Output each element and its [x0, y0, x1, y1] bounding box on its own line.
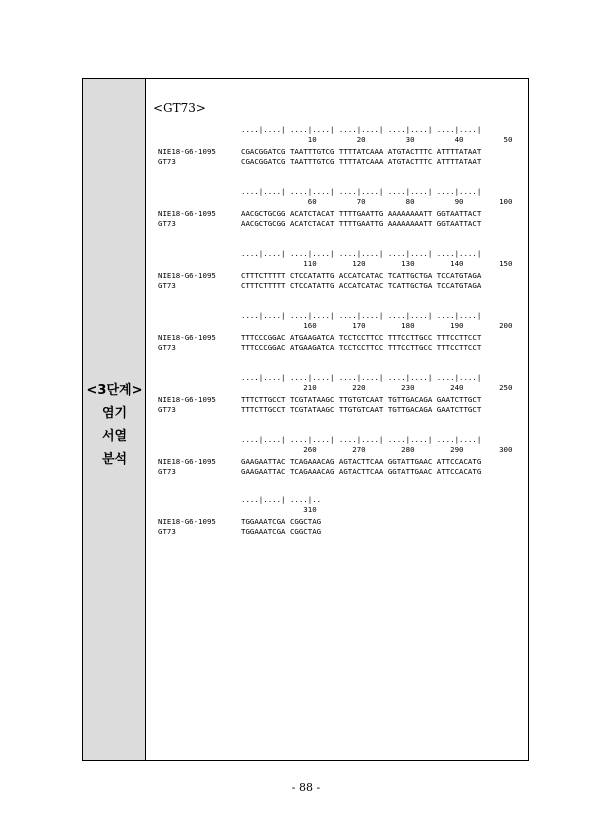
sequence-bases: CTTTCTTTTT CTCCATATTG ACCATCATAC TCATTGCTGA TCCATGTAGA	[241, 281, 482, 290]
page-number: - 88 -	[291, 781, 321, 794]
sequence-name: GT73	[158, 157, 176, 166]
sequence-bases: GAAGAATTAC TCAGAAACAG AGTACTTCAA GGTATTGAAC ATTCCACATG	[241, 467, 482, 476]
sequence-name: NIE18-G6-1095	[158, 517, 216, 526]
sequence-bases: TTTCCCGGAC ATGAAGATCA TCCTCCTTCC TTTCCTTGCC TTTCCTTCCT	[241, 343, 482, 352]
sequence-name: GT73	[158, 527, 176, 536]
sequence-name: GT73	[158, 467, 176, 476]
ruler-ticks: ....|....| ....|....| ....|....| ....|....| ....|....|	[241, 373, 482, 382]
step-title: <3단계>	[86, 383, 143, 398]
sequence-bases: AACGCTGCGG ACATCTACAT TTTTGAATTG AAAAAAAATT GGTAATTACT	[241, 209, 482, 218]
content-frame	[82, 78, 529, 761]
sequence-name: NIE18-G6-1095	[158, 209, 216, 218]
sequence-bases: CTTTCTTTTT CTCCATATTG ACCATCATAC TCATTGCTGA TCCATGTAGA	[241, 271, 482, 280]
ruler-numbers: 310	[241, 505, 317, 514]
sequence-bases: TGGAAATCGA CGGCTAG	[241, 527, 322, 536]
step-label	[83, 379, 146, 471]
ruler-numbers: 110 120 130 140 150	[241, 259, 513, 268]
ruler-ticks: ....|....| ....|....| ....|....| ....|....| ....|....|	[241, 311, 482, 320]
sequence-name: GT73	[158, 405, 176, 414]
sequence-name: GT73	[158, 343, 176, 352]
sequence-bases: TTTCTTGCCT TCGTATAAGC TTGTGTCAAT TGTTGACAGA GAATCTTGCT	[241, 395, 482, 404]
ruler-numbers: 10 20 30 40 50	[241, 135, 513, 144]
sequence-name: GT73	[158, 219, 176, 228]
sequence-name: NIE18-G6-1095	[158, 457, 216, 466]
ruler-numbers: 160 170 180 190 200	[241, 321, 513, 330]
sequence-name: NIE18-G6-1095	[158, 333, 216, 342]
ruler-ticks: ....|....| ....|....| ....|....| ....|....| ....|....|	[241, 187, 482, 196]
ruler-numbers: 60 70 80 90 100	[241, 197, 513, 206]
ruler-numbers: 210 220 230 240 250	[241, 383, 513, 392]
ruler-ticks: ....|....| ....|....| ....|....| ....|....| ....|....|	[241, 125, 482, 134]
step-line-2: 서열	[101, 429, 128, 444]
sequence-bases: TTTCCCGGAC ATGAAGATCA TCCTCCTTCC TTTCCTTGCC TTTCCTTCCT	[241, 333, 482, 342]
ruler-ticks: ....|....| ....|....| ....|....| ....|....| ....|....|	[241, 435, 482, 444]
ruler-ticks: ....|....| ....|..	[241, 495, 322, 504]
step-line-1: 염기	[101, 406, 128, 421]
side-panel	[83, 79, 146, 760]
sequence-name: NIE18-G6-1095	[158, 395, 216, 404]
sequence-name: NIE18-G6-1095	[158, 271, 216, 280]
sequence-bases: TGGAAATCGA CGGCTAG	[241, 517, 322, 526]
sequence-bases: CGACGGATCG TAATTTGTCG TTTTATCAAA ATGTACTTTC ATTTTATAAT	[241, 157, 482, 166]
sequence-name: NIE18-G6-1095	[158, 147, 216, 156]
sequence-bases: TTTCTTGCCT TCGTATAAGC TTGTGTCAAT TGTTGACAGA GAATCTTGCT	[241, 405, 482, 414]
step-line-3: 분석	[101, 452, 128, 467]
sequence-bases: AACGCTGCGG ACATCTACAT TTTTGAATTG AAAAAAAATT GGTAATTACT	[241, 219, 482, 228]
ruler-ticks: ....|....| ....|....| ....|....| ....|....| ....|....|	[241, 249, 482, 258]
sequence-bases: GAAGAATTAC TCAGAAACAG AGTACTTCAA GGTATTGAAC ATTCCACATG	[241, 457, 482, 466]
sequence-name: GT73	[158, 281, 176, 290]
sequence-title: <GT73>	[153, 101, 206, 115]
sequence-bases: CGACGGATCG TAATTTGTCG TTTTATCAAA ATGTACTTTC ATTTTATAAT	[241, 147, 482, 156]
ruler-numbers: 260 270 280 290 300	[241, 445, 513, 454]
